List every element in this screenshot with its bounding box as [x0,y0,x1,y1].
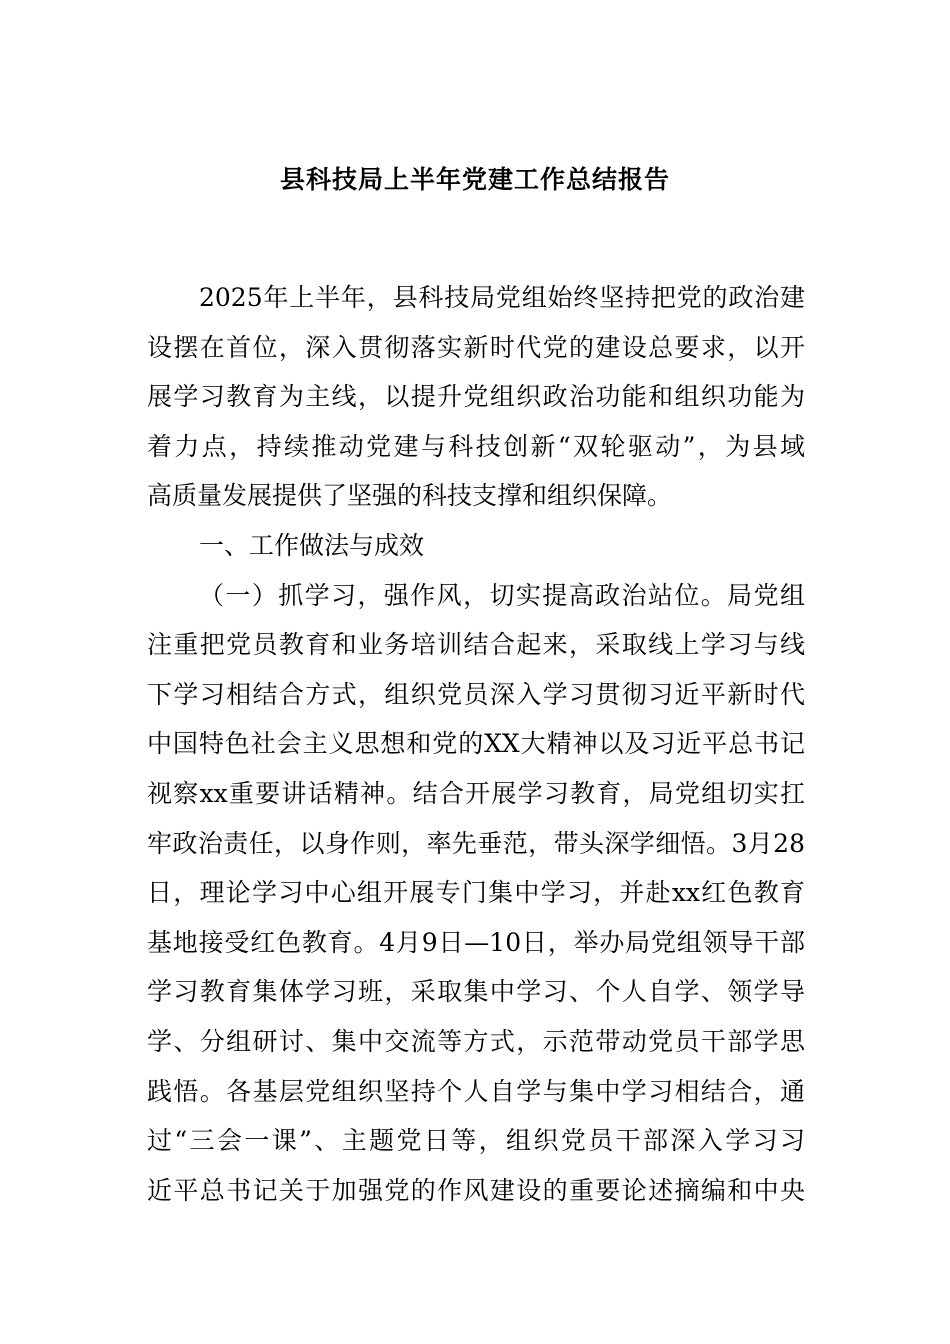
intro-line: 高质量发展提供了坚强的科技支撑和组织保障。 [147,481,673,511]
subsection-line: 近平总书记关于加强党的作风建设的重要论述摘编和中央 [147,1175,805,1205]
subsection-line: 牢政治责任，以身作则，率先垂范，带头深学细悟。3月28 [147,828,805,858]
document-title: 县科技局上半年党建工作总结报告 [279,165,670,194]
subsection-line: 视察xx重要讲话精神。结合开展学习教育，局党组切实扛 [147,778,805,808]
subsection-line: 践悟。各基层党组织坚持个人自学与集中学习相结合，通 [147,1076,805,1106]
intro-line: 2025年上半年，县科技局党组始终坚持把党的政治建 [199,283,805,312]
intro-line: 着力点，持续推动党建与科技创新“双轮驱动”，为县域 [147,431,805,461]
document-body [147,278,805,1220]
subsection-line: 中国特色社会主义思想和党的XX大精神以及习近平总书记 [147,729,805,759]
subsection-line: （一）抓学习，强作风，切实提高政治站位。局党组 [199,580,805,610]
subsection-line: 下学习相结合方式，组织党员深入学习贯彻习近平新时代 [147,679,805,709]
subsection-line: 基地接受红色教育。4月9日—10日，举办局党组领导干部 [147,927,805,957]
subsection-line: 日，理论学习中心组开展专门集中学习，并赴xx红色教育 [147,878,805,908]
subsection-line: 注重把党员教育和业务培训结合起来，采取线上学习与线 [147,630,805,660]
intro-line: 设摆在首位，深入贯彻落实新时代党的建设总要求，以开 [147,332,805,362]
intro-line: 展学习教育为主线，以提升党组织政治功能和组织功能为 [147,382,805,412]
subsection-line: 学、分组研讨、集中交流等方式，示范带动党员干部学思 [147,1026,805,1056]
section-heading: 一、工作做法与成效 [199,530,425,560]
subsection-line: 过“三会一课”、主题党日等，组织党员干部深入学习习 [147,1126,805,1156]
subsection-line: 学习教育集体学习班，采取集中学习、个人自学、领学导 [147,977,805,1007]
